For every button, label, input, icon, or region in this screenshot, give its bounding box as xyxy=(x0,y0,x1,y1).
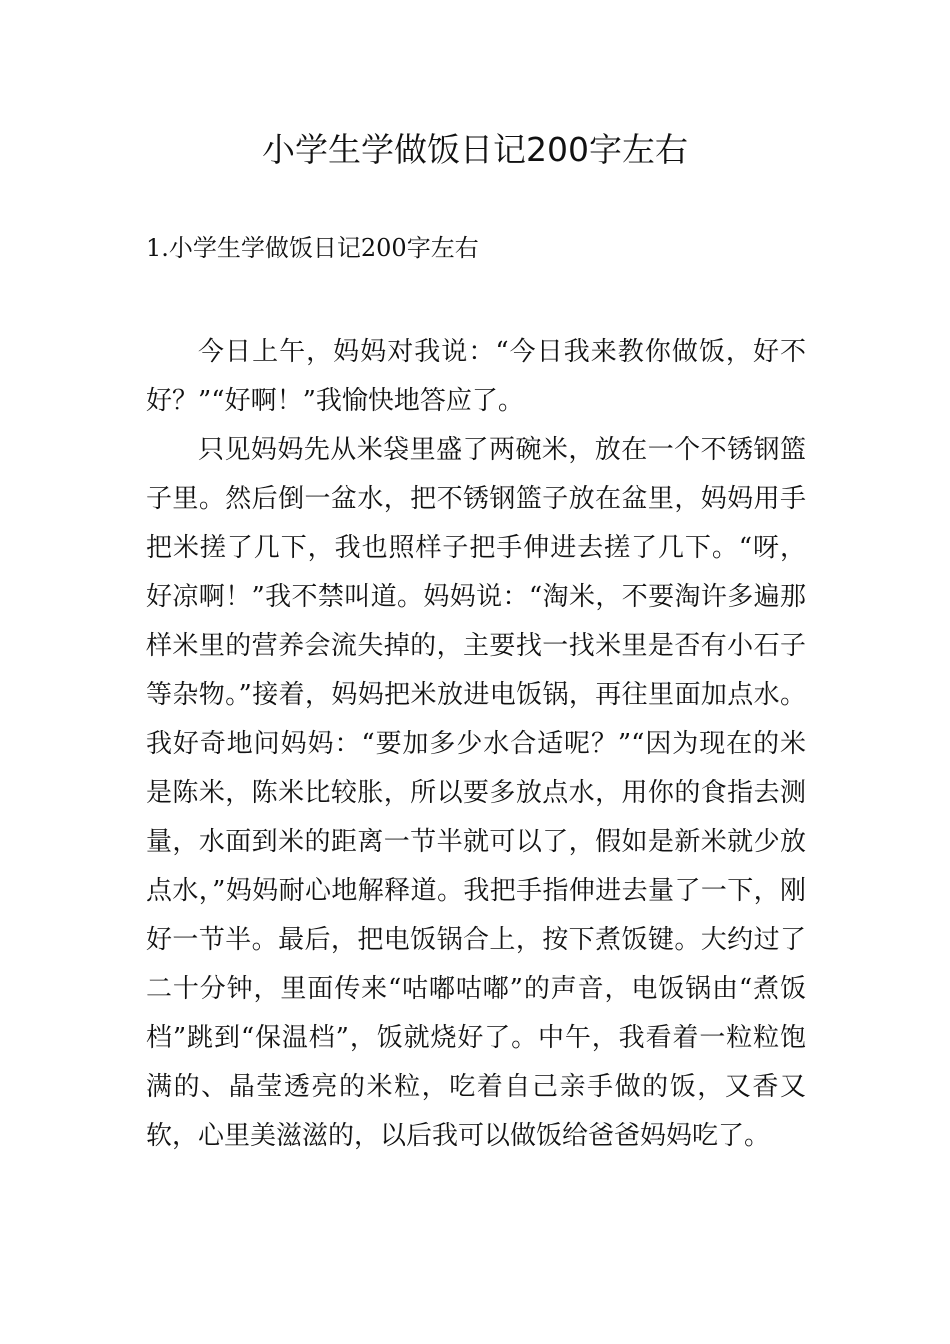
paragraph-2: 只见妈妈先从米袋里盛了两碗米，放在一个不锈钢篮子里。然后倒一盆水，把不锈钢篮子放在盆里，妈妈用手把米搓了几下，我也照样子把手伸进去搓了几下。“呀，好凉啊！”我不禁叫道。妈妈说：“淘米，不要淘许多遍那样米里的营养会流失掉的，主要找一找米里是否有小石子等杂物。”接着，妈妈把米放进电饭锅，再往里面加点水。我好奇地问妈妈：“要加多少水合适呢？”“因为现在的米是陈米，陈米比较胀，所以要多放点水，用你的食指去测量，水面到米的距离一节半就可以了，假如是新米就少放点水，”妈妈耐心地解释道。我把手指伸进去量了一下，刚好一节半。最后，把电饭锅合上，按下煮饭键。大约过了二十分钟，里面传来“咕嘟咕嘟”的声音，电饭锅由“煮饭档”跳到“保温档”，饭就烧好了。中午，我看着一粒粒饱满的、晶莹透亮的米粒，吃着自己亲手做的饭，又香又软，心里美滋滋的，以后我可以做饭给爸爸妈妈吃了。 xyxy=(146,435,806,1151)
body-text xyxy=(146,328,806,1161)
document-title: 小学生学做饭日记200字左右 xyxy=(262,130,688,169)
paragraph-1: 今日上午，妈妈对我说：“今日我来教你做饭，好不好？”“好啊！”我愉快地答应了。 xyxy=(146,337,806,416)
section-heading: 1.小学生学做饭日记200字左右 xyxy=(146,234,479,262)
